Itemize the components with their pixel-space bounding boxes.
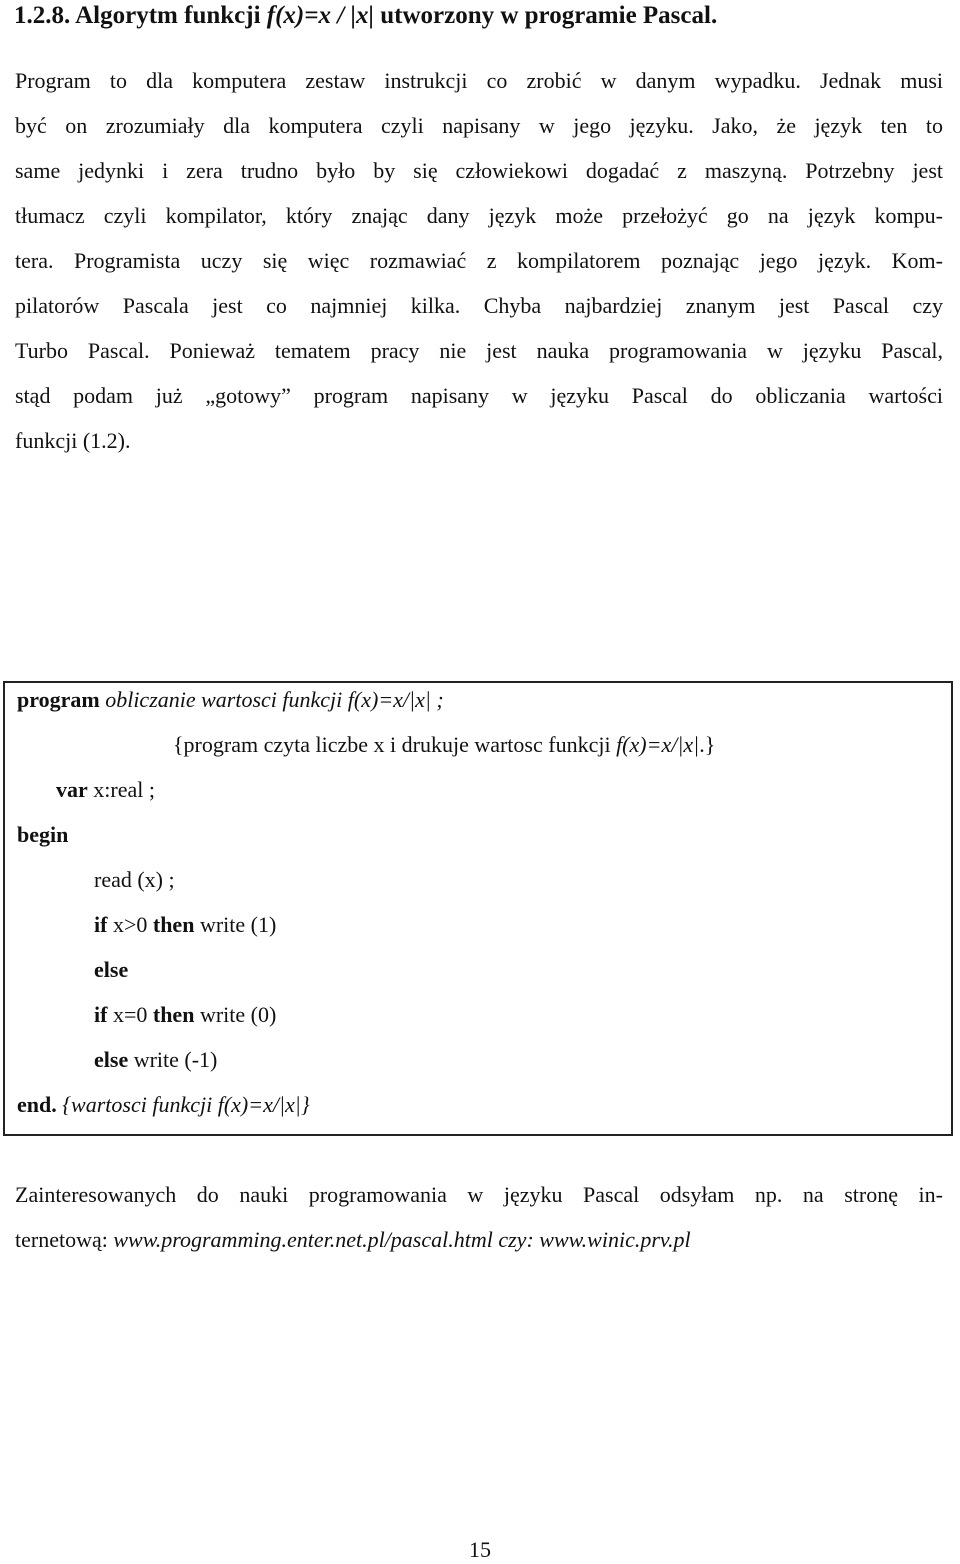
code-line-var bbox=[56, 777, 155, 803]
paragraph-line: Turbo Pascal. Ponieważ tematem pracy nie jest nauka programowania w języku Pascal, bbox=[15, 338, 943, 363]
paragraph-line: Zainteresowanych do nauki programowania w języku Pascal odsyłam np. na stronę in- bbox=[15, 1182, 943, 1207]
line-prefix: ternetową: bbox=[15, 1227, 108, 1252]
keyword: then bbox=[152, 1002, 195, 1027]
code-line-else bbox=[94, 957, 128, 983]
keyword: else bbox=[94, 957, 129, 982]
link-pascal[interactable]: www.programming.enter.net.pl/pascal.html bbox=[113, 1227, 493, 1252]
code-text: write (1) bbox=[194, 912, 277, 937]
paragraph-line: tłumacz czyli kompilator, który znając dany język może przełożyć go na język kompu- bbox=[15, 203, 943, 228]
code-line-if-zero bbox=[94, 1002, 276, 1028]
code-text: write (0) bbox=[194, 1002, 277, 1027]
paragraph-line: Program to dla komputera zestaw instrukcji co zrobić w danym wypadku. Jednak musi bbox=[15, 68, 943, 93]
link-winic[interactable]: www.winic.prv.pl bbox=[539, 1227, 691, 1252]
code-line-else-write bbox=[94, 1047, 217, 1073]
section-heading bbox=[14, 2, 717, 30]
code-line-comment bbox=[173, 732, 715, 758]
code-line-if-positive bbox=[94, 912, 276, 938]
end-comment: {wartosci funkcji f(x)=x/|x|} bbox=[56, 1092, 310, 1117]
code-line-begin bbox=[17, 822, 68, 848]
comment-end: .} bbox=[699, 732, 716, 757]
paragraph-line: tera. Programista uczy się więc rozmawiać z kompilatorem poznając jego język. Kom- bbox=[15, 248, 943, 273]
keyword: else bbox=[94, 1047, 129, 1072]
heading-text-after: utworzony w programie Pascal. bbox=[380, 2, 718, 29]
code-text: x:real ; bbox=[87, 777, 155, 802]
paragraph-line: być on zrozumiały dla komputera czyli napisany w jego języku. Jako, że język ten to bbox=[15, 113, 943, 138]
code-text: write (-1) bbox=[128, 1047, 218, 1072]
section-number: 1.2.8. bbox=[14, 2, 71, 29]
keyword: begin bbox=[17, 822, 69, 847]
code-line-read bbox=[94, 867, 175, 893]
comment-text: {program czyta liczbe x i drukuje wartosc funkcji bbox=[173, 732, 617, 757]
heading-text-before: Algorytm funkcji bbox=[75, 2, 261, 29]
keyword: end. bbox=[17, 1092, 57, 1117]
comment-formula: f(x)=x/|x| bbox=[616, 732, 700, 757]
paragraph-line: pilatorów Pascala jest co najmniej kilka. Chyba najbardziej znanym jest Pascal czy bbox=[15, 293, 943, 318]
code-text: read (x) ; bbox=[94, 867, 175, 892]
code-listing bbox=[3, 681, 953, 1136]
code-line-end bbox=[17, 1092, 310, 1118]
heading-formula: f(x)=x / |x| bbox=[266, 2, 374, 29]
link-separator: czy: bbox=[498, 1227, 534, 1252]
keyword: program bbox=[17, 687, 100, 712]
paragraph-line: funkcji (1.2). bbox=[15, 428, 131, 453]
paragraph-line bbox=[15, 1227, 691, 1253]
code-text: x=0 bbox=[107, 1002, 153, 1027]
code-text: x>0 bbox=[107, 912, 153, 937]
keyword: if bbox=[94, 912, 108, 937]
code-line-program bbox=[17, 687, 444, 713]
paragraph-line: same jedynki i zera trudno było by się człowiekowi dogadać z maszyną. Potrzebny jest bbox=[15, 158, 943, 183]
keyword: var bbox=[56, 777, 88, 802]
keyword: then bbox=[152, 912, 195, 937]
paragraph-line: stąd podam już „gotowy” program napisany w języku Pascal do obliczania wartości bbox=[15, 383, 943, 408]
page-number: 15 bbox=[469, 1537, 491, 1562]
program-name: obliczanie wartosci funkcji f(x)=x/|x| ; bbox=[99, 687, 444, 712]
keyword: if bbox=[94, 1002, 108, 1027]
